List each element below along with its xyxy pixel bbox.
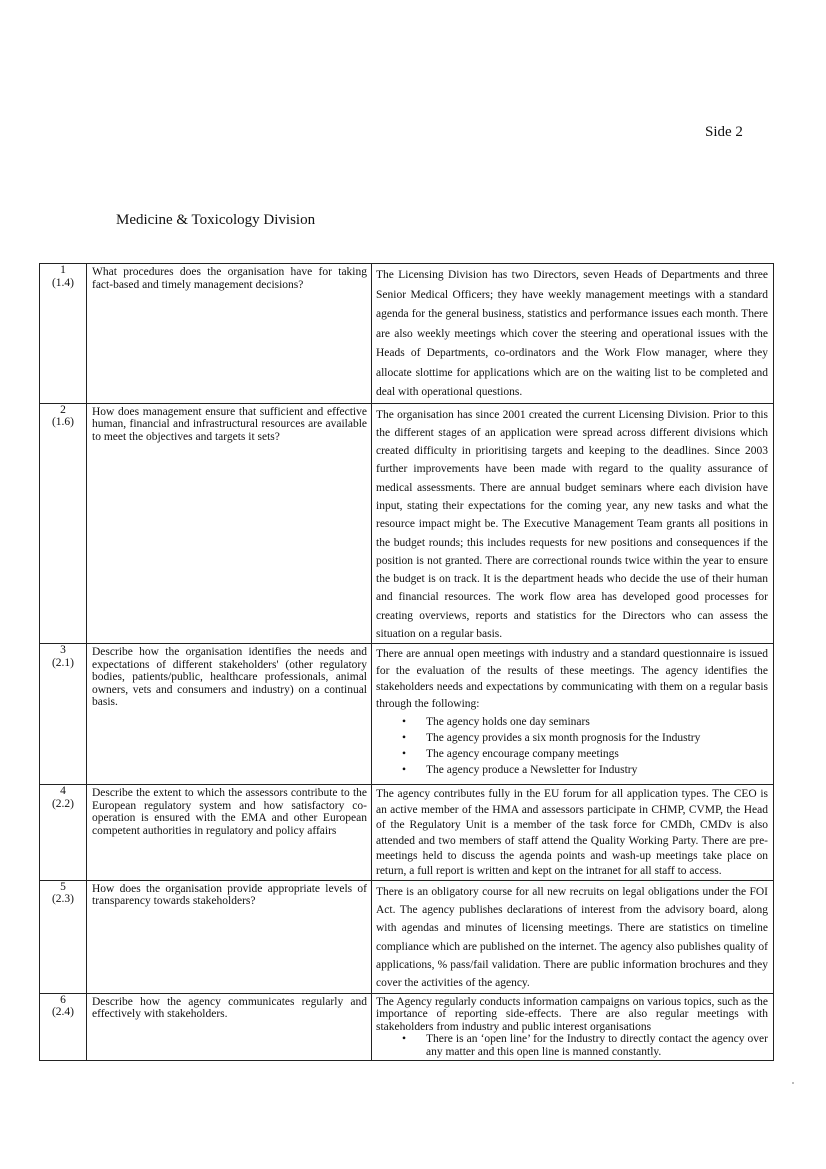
row-number-cell <box>40 880 87 993</box>
table-row <box>40 880 774 993</box>
question-cell: How does the organisation provide appropriate levels of transparency towards stakeholders? <box>87 880 372 993</box>
question-cell: What procedures does the organisation have for taking fact-based and timely management decisions? <box>87 264 372 404</box>
answer-cell <box>372 644 774 785</box>
table-row <box>40 993 774 1060</box>
list-item: • The agency provides a six month prognosis for the Industry <box>426 730 768 746</box>
row-reference: (2.4) <box>51 1006 75 1019</box>
row-number: 6 <box>60 993 66 1006</box>
answer-cell <box>372 993 774 1060</box>
bullet-list <box>376 714 768 778</box>
page-number: Side 2 <box>705 124 743 140</box>
question-cell: Describe the extent to which the assessors contribute to the European regulatory system and how satisfactory co-operation is ensured with the EMA and other European competent authorities in regulatory and policy affairs <box>87 785 372 880</box>
table-row <box>40 644 774 785</box>
qa-table <box>39 263 774 1061</box>
list-item: • There is an ‘open line’ for the Industry to directly contact the agency over any matter and this open line is manned constantly. <box>426 1033 768 1058</box>
answer-cell <box>372 264 774 404</box>
list-item: • The agency produce a Newsletter for Industry <box>426 762 768 778</box>
scan-speck <box>792 1082 794 1084</box>
row-number: 5 <box>60 880 66 893</box>
answer-cell <box>372 880 774 993</box>
answer-text: The agency contributes fully in the EU forum for all application types. The CEO is an active member of the HMA and assessors participate in CHMP, CVMP, the Head of the Regulatory Unit is a member of the task force for CMDh, CMDv is also attended and two members of staff attend the Quality Working Party. There are pre-meetings held to discuss the agenda points and wash-up meetings take place on return, a full report is written and kept on the intranet for all staff to access. <box>376 788 768 878</box>
row-reference: (2.1) <box>51 656 75 669</box>
row-reference: (2.2) <box>51 797 75 810</box>
row-reference: (2.3) <box>51 893 75 906</box>
row-number: 3 <box>60 644 66 657</box>
question-cell: Describe how the organisation identifies the needs and expectations of different stakeholders' (other regulatory bodies, patients/public, healthcare professionals, animal owners, vets and consumers and industry) on a continual basis. <box>87 644 372 785</box>
row-number-cell <box>40 403 87 644</box>
answer-text: The Licensing Division has two Directors, seven Heads of Departments and three Senior Medical Officers; they have weekly management meetings with a standard agenda for the general business, statistics and performance issues each month. There are also weekly meetings which cover the steering and operational issues with the Heads of Departments, co-ordinators and the Work Flow manager, where they allocate slottime for applications which are on the waiting list to be completed and deal with operational questions. <box>376 269 768 398</box>
table-row <box>40 785 774 880</box>
row-number: 1 <box>60 264 66 276</box>
table-row <box>40 264 774 404</box>
answer-text: There are annual open meetings with industry and a standard questionnaire is issued for the evaluation of the results of these meetings. The agency identifies the stakeholders needs and expectations by communicating with them on a regular basis through the following: <box>376 648 768 710</box>
row-number-cell <box>40 785 87 880</box>
row-number-cell <box>40 644 87 785</box>
answer-cell <box>372 403 774 644</box>
table-row <box>40 403 774 644</box>
row-number-cell <box>40 264 87 404</box>
row-number: 2 <box>60 403 66 416</box>
answer-text: The Agency regularly conducts information campaigns on various topics, such as the importance of reporting side-effects. There are also regular meetings with stakeholders from industry and public interest organisations <box>376 995 768 1033</box>
row-reference: (1.4) <box>51 276 75 289</box>
list-item: • The agency holds one day seminars <box>426 714 768 730</box>
division-title: Medicine & Toxicology Division <box>116 212 316 228</box>
answer-cell <box>372 785 774 880</box>
question-cell: Describe how the agency communicates regularly and effectively with stakeholders. <box>87 993 372 1060</box>
row-reference: (1.6) <box>51 416 75 428</box>
row-number: 4 <box>60 785 66 798</box>
row-number-cell <box>40 993 87 1060</box>
answer-text: The organisation has since 2001 created the current Licensing Division. Prior to this the different stages of an application were spread across different divisions which created difficulty in prioritising targets and keeping to the deadlines. Since 2003 further improvements have been made with regard to the quality assurance of medical assessments. There are annual budget seminars where each division have input, stating their expectations for the coming year, any new tasks and what the resource impact might be. The Executive Management Team grants all positions in the budget rounds; this includes requests for new positions and consequences if the position is not granted. There are correctional rounds twice within the year to ensure the budget is on track. It is the department heads who decide the use of their human and financial resources. The work flow area has developed good processes for creating overviews, reports and statistics for the Directors who can assess the situation on a regular basis. <box>376 408 768 641</box>
question-cell: How does management ensure that sufficient and effective human, financial and infrastructural resources are available to meet the objectives and targets it sets? <box>87 403 372 644</box>
answer-text: There is an obligatory course for all new recruits on legal obligations under the FOI Act. The agency publishes declarations of interest from the advisory board, along with agendas and minutes of licensing meetings. There are statistics on timeline compliance which are published on the internet. The agency also publishes quality of applications, % pass/fail validation. There are public information brochures and they cover the activities of the agency. <box>376 885 768 990</box>
list-item: • The agency encourage company meetings <box>426 746 768 762</box>
bullet-list <box>376 1033 768 1058</box>
